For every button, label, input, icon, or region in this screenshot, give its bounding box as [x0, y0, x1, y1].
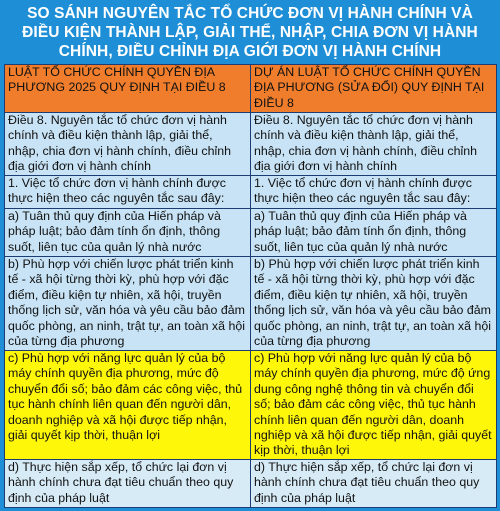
cell-left: 1. Việc tổ chức đơn vị hành chính được thực hiện theo các nguyên tắc sau đây: [5, 176, 251, 209]
cell-right: c) Phù hợp với năng lực quản lý của bộ máy chính quyền địa phương, mức độ ứng dung công nghệ thông tin và chuyển đổi số; bảo đảm các công việc, thủ tục hành chính liên quan đến người dân, doanh nghiệp và xã hội được tiếp nhận, giải quyết kịp thời, thuận lợi [251, 351, 497, 460]
table-row [5, 460, 497, 508]
table-row [5, 176, 497, 209]
table-header-row [5, 65, 497, 113]
cell-left: a) Tuân thủ quy định của Hiến pháp và pháp luật; bảo đảm tính ổn định, thông suốt, liên tục của quản lý nhà nước [5, 209, 251, 257]
table-row [5, 209, 497, 257]
comparison-table [4, 64, 497, 508]
cell-left: d) Thực hiện sắp xếp, tổ chức lại đơn vị hành chính chưa đạt tiêu chuẩn theo quy định của pháp luật [5, 460, 251, 508]
table-row [5, 113, 497, 176]
cell-right: d) Thực hiện sắp xếp, tổ chức lại đơn vị hành chính chưa đạt tiêu chuẩn theo quy định của pháp luật [251, 460, 497, 508]
cell-right: a) Tuân thủ quy định của Hiến pháp và pháp luật; bảo đảm tính ổn định, thông suốt, liên tục của quản lý nhà nước [251, 209, 497, 257]
cell-left: c) Phù hợp với năng lực quản lý của bộ máy chính quyền địa phương, mức độ chuyển đổi số; bảo đảm các công việc, thủ tục hành chính liên quan đến người dân, doanh nghiệp và xã hội được tiếp nhận, giải quyết kịp thời, thuận lợi [5, 351, 251, 460]
cell-left: Điều 8. Nguyên tắc tổ chức đơn vị hành chính và điều kiện thành lập, giải thể, nhập, chia đơn vị hành chính, điều chỉnh địa giới đơn vị hành chính [5, 113, 251, 176]
cell-right: Điều 8. Nguyên tắc tổ chức đơn vị hành chính và điều kiện thành lập, giải thể, nhập, chia đơn vị hành chính, điều chỉnh địa giới đơn vị hành chính [251, 113, 497, 176]
cell-right: b) Phù hợp với chiến lược phát triển kinh tế - xã hội từng thời kỳ, phù hợp với đặc điểm, điều kiện tự nhiên, xã hội, truyền thống lịch sử, văn hóa và yêu cầu bảo đảm quốc phòng, an ninh, trật tự, an toàn xã hội của từng địa phương [251, 257, 497, 351]
table-row [5, 351, 497, 460]
column-header-current-law: LUẬT TỔ CHỨC CHÍNH QUYỀN ĐỊA PHƯƠNG 2025 QUY ĐỊNH TẠI ĐIỀU 8 [5, 65, 251, 113]
column-header-draft-law: DỰ ÁN LUẬT TỔ CHỨC CHÍNH QUYỀN ĐỊA PHƯƠNG (SỬA ĐỔI) QUY ĐỊNH TẠI ĐIỀU 8 [251, 65, 497, 113]
cell-left: b) Phù hợp với chiến lược phát triển kinh tế - xã hội từng thời kỳ, phù hợp với đặc điểm, điều kiện tự nhiên, xã hội, truyền thống lịch sử, văn hóa và yêu cầu bảo đảm quốc phòng, an ninh, trật tự, an toàn xã hội của từng địa phương [5, 257, 251, 351]
table-row [5, 257, 497, 351]
cell-right: 1. Việc tổ chức đơn vị hành chính được thực hiện theo các nguyên tắc sau đây: [251, 176, 497, 209]
page-title: SO SÁNH NGUYÊN TẮC TỔ CHỨC ĐƠN VỊ HÀNH CHÍNH VÀ ĐIỀU KIỆN THÀNH LẬP, GIẢI THỂ, NHẬP, CHIA ĐƠN VỊ HÀNH CHÍNH, ĐIỀU CHỈNH ĐỊA GIỚI ĐƠN VỊ HÀNH CHÍNH [22, 5, 478, 60]
